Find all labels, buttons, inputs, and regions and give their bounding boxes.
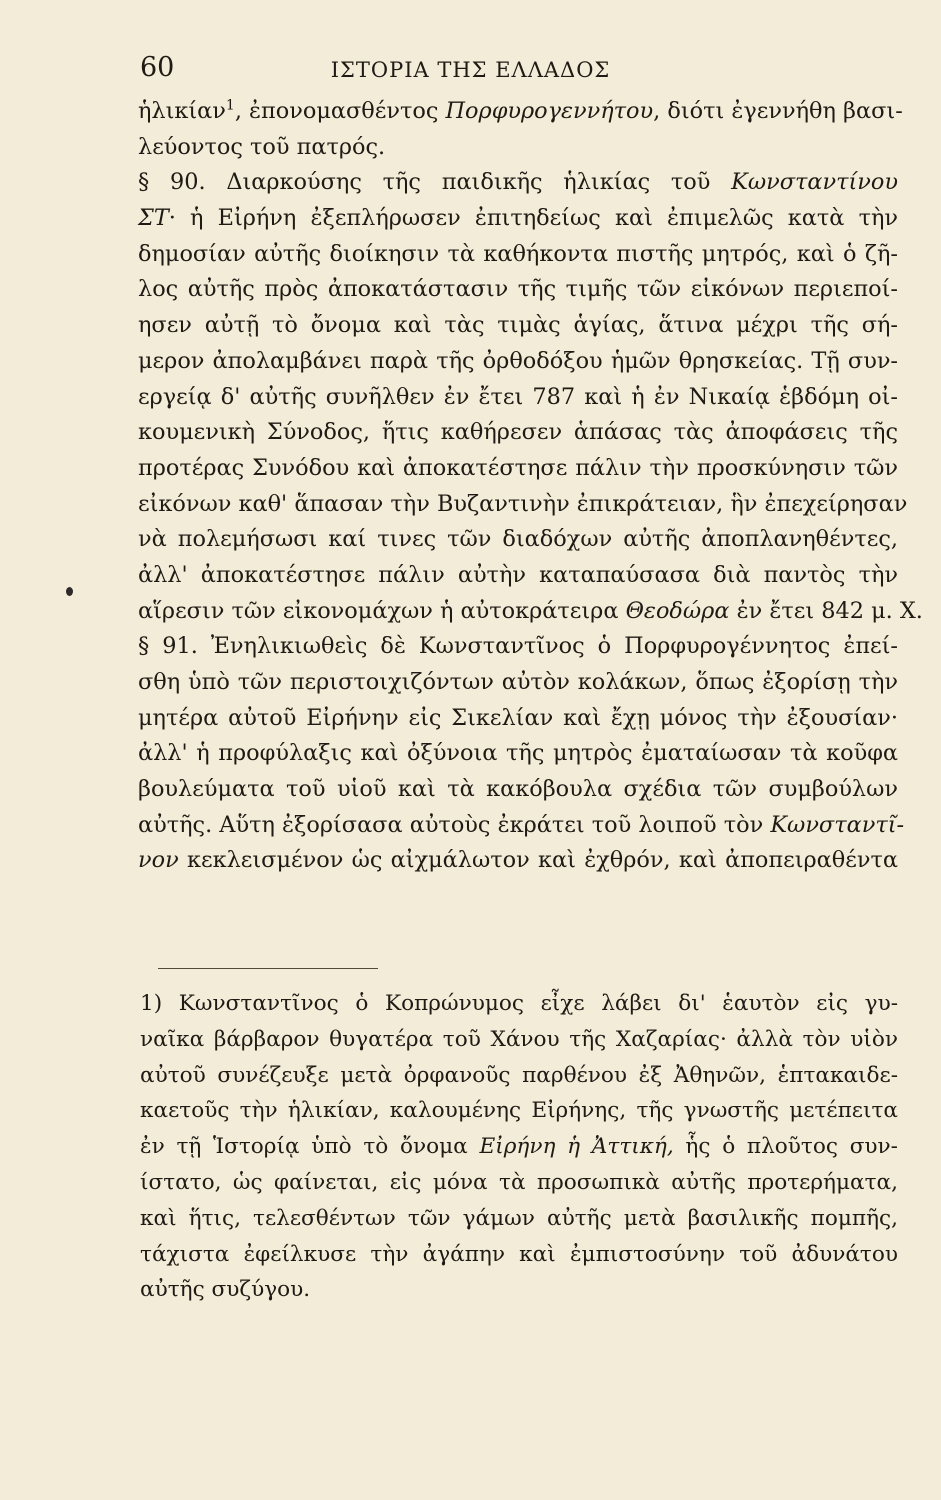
text-line	[138, 94, 903, 130]
footnote-line	[140, 1165, 898, 1201]
text-segment: δημοσίαν αὐτῆς διοίκησιν τὰ καθήκοντα πιστῆς μητρός, καὶ ὁ ζῆ-	[138, 240, 898, 267]
text-line	[138, 772, 898, 808]
text-segment: , ἐπονομασθέντος	[234, 98, 446, 124]
italic-name: νον	[138, 847, 179, 874]
text-segment: ἀλλ' ἡ προφύλαξις καὶ ὀξύνοια τῆς μητρὸς ἐματαίωσαν τὰ κοῦφα	[138, 740, 898, 767]
text-line	[138, 344, 898, 380]
text-segment: βουλεύματα τοῦ υἱοῦ καὶ τὰ κακόβουλα σχέδια τῶν συμβούλων	[138, 776, 898, 803]
text-segment: νὰ πολεμήσωσι καί τινες τῶν διαδόχων αὐτῆς ἀποπλανηθέντες,	[138, 526, 898, 553]
text-line	[138, 380, 898, 416]
text-segment: ἡλικίαν	[138, 98, 226, 124]
text-segment: μητέρα αὐτοῦ Εἰρήνην εἰς Σικελίαν καὶ ἔχῃ μόνος τὴν ἐξουσίαν·	[138, 704, 898, 731]
text-line	[138, 522, 898, 558]
text-line	[138, 487, 908, 523]
main-text	[138, 94, 923, 879]
text-segment: ναῖκα βάρβαρον θυγατέρα τοῦ Χάνου τῆς Χαζαρίας· ἀλλὰ τὸν υἱὸν	[140, 1026, 898, 1052]
italic-name: Θεοδώρα	[625, 597, 730, 624]
footnote-line	[140, 1022, 898, 1058]
text-segment: ησεν αὐτῇ τὸ ὄνομα καὶ τὰς τιμὰς ἁγίας, ἅτινα μέχρι τῆς σή-	[138, 312, 898, 339]
text-segment: ἐν ἔτει 842 μ. Χ.	[729, 597, 923, 624]
text-line	[138, 701, 898, 737]
text-line	[138, 629, 898, 665]
text-segment: καὶ ἥτις, τελεσθέντων τῶν γάμων αὐτῆς μετὰ βασιλικῆς πομπῆς,	[140, 1205, 898, 1231]
text-segment: αὐτῆς. Αὕτη ἐξορίσασα αὐτοὺς ἐκράτει τοῦ λοιποῦ τὸν	[138, 811, 771, 838]
text-segment: αὐτῆς συζύγου.	[140, 1277, 311, 1303]
text-segment: ἀλλ' ἀποκατέστησε πάλιν αὐτὴν καταπαύσασα διὰ παντὸς τὴν	[138, 561, 898, 588]
text-line	[138, 594, 923, 630]
italic-name: Κωνσταντίνου	[731, 169, 898, 196]
italic-name: ΣΤ	[138, 205, 169, 232]
text-line	[138, 451, 898, 487]
text-segment: προτέρας Συνόδου καὶ ἀποκατέστησε πάλιν τὴν προσκύνησιν τῶν	[138, 454, 898, 481]
running-title: ΙΣΤΟΡΙΑ ΤΗΣ ΕΛΛΑΔΟΣ	[330, 58, 611, 82]
text-segment: εργείᾳ δ' αὐτῆς συνῆλθεν ἐν ἔτει 787 καὶ ἡ ἐν Νικαίᾳ ἑβδόμη οἰ-	[138, 383, 898, 410]
footnote-ref: 1	[225, 97, 235, 114]
text-segment: λος αὐτῆς πρὸς ἀποκατάστασιν τῆς τιμῆς τῶν εἰκόνων περιεποί-	[138, 276, 898, 303]
text-segment: αὐτοῦ συνέζευξε μετὰ ὀρφανοῦς παρθένου ἐξ Ἀθηνῶν, ἑπτακαιδε-	[140, 1062, 898, 1088]
text-segment: εἰκόνων καθ' ἅπασαν τὴν Βυζαντινὴν ἐπικράτειαν, ἣν ἐπεχείρησαν	[138, 490, 908, 517]
text-segment: , διότι ἐγεννήθη βασι-	[653, 98, 903, 124]
footnote-line	[140, 1093, 898, 1129]
footnote-rule	[158, 968, 378, 969]
text-segment: αἵρεσιν τῶν εἰκονομάχων ἡ αὐτοκράτειρα	[138, 597, 626, 624]
italic-name: Κωνσταντῖ-	[770, 811, 905, 838]
footnote-line	[140, 1237, 898, 1273]
text-segment: 1) Κωνσταντῖνος ὁ Κοπρώνυμος εἶχε λάβει δι' ἑαυτὸν εἰς γυ-	[140, 991, 898, 1016]
footnotes	[140, 986, 898, 1308]
page-number: 60	[140, 52, 175, 83]
text-line	[138, 201, 898, 237]
text-segment: τάχιστα ἐφείλκυσε τὴν ἀγάπην καὶ ἐμπιστοσύνην τοῦ ἀδυνάτου	[140, 1241, 898, 1267]
text-segment: λεύοντος τοῦ πατρός.	[138, 133, 386, 160]
text-line	[138, 808, 905, 844]
text-line	[138, 736, 898, 772]
text-line	[138, 237, 898, 273]
text-segment: σθη ὑπὸ τῶν περιστοιχιζόντων αὐτὸν κολάκων, ὅπως ἐξορίσῃ τὴν	[138, 669, 898, 695]
italic-name: Εἰρήνη ἡ Ἀττική,	[479, 1134, 674, 1160]
footnote-line	[140, 1129, 898, 1165]
footnote-line	[140, 1272, 898, 1308]
footnote-line	[140, 986, 898, 1022]
text-line	[138, 272, 898, 308]
text-line	[138, 308, 898, 344]
text-segment: § 91. Ἐνηλικιωθεὶς δὲ Κωνσταντῖνος ὁ Πορφυρογέννητος ἐπεί-	[138, 633, 898, 660]
text-segment: · ἡ Εἰρήνη ἐξεπλήρωσεν ἐπιτηδείως καὶ ἐπιμελῶς κατὰ τὴν	[168, 205, 898, 232]
text-segment: ἧς ὁ πλοῦτος συν-	[673, 1134, 898, 1160]
text-segment: κεκλεισμένον ὡς αἰχμάλωτον καὶ ἐχθρόν, καὶ ἀποπειραθέντα	[178, 847, 898, 874]
text-line	[138, 130, 898, 166]
text-segment: ίστατο, ὡς φαίνεται, εἰς μόνα τὰ προσωπικὰ αὐτῆς προτερήματα,	[140, 1169, 898, 1195]
text-line	[138, 665, 898, 701]
text-line	[138, 843, 898, 879]
text-line	[138, 165, 898, 201]
margin-mark	[66, 587, 73, 596]
footnote-line	[140, 1201, 898, 1237]
text-segment: κουμενικὴ Σύνοδος, ἥτις καθήρεσεν ἁπάσας τὰς ἀποφάσεις τῆς	[138, 419, 898, 446]
text-line	[138, 415, 898, 451]
italic-name: Πορφυρογεννήτου	[445, 98, 654, 124]
text-segment: ἐν τῇ Ἱστορίᾳ ὑπὸ τὸ ὄνομα	[140, 1134, 480, 1160]
text-segment: μερον ἀπολαμβάνει παρὰ τῆς ὀρθοδόξου ἡμῶν θρησκείας. Τῇ συν-	[138, 347, 898, 374]
text-line	[138, 558, 898, 594]
text-segment: § 90. Διαρκούσης τῆς παιδικῆς ἡλικίας τοῦ	[138, 169, 732, 196]
text-segment: καετοῦς τὴν ἡλικίαν, καλουμένης Εἰρήνης, τῆς γνωστῆς μετέπειτα	[140, 1098, 898, 1124]
footnote-line	[140, 1058, 898, 1094]
